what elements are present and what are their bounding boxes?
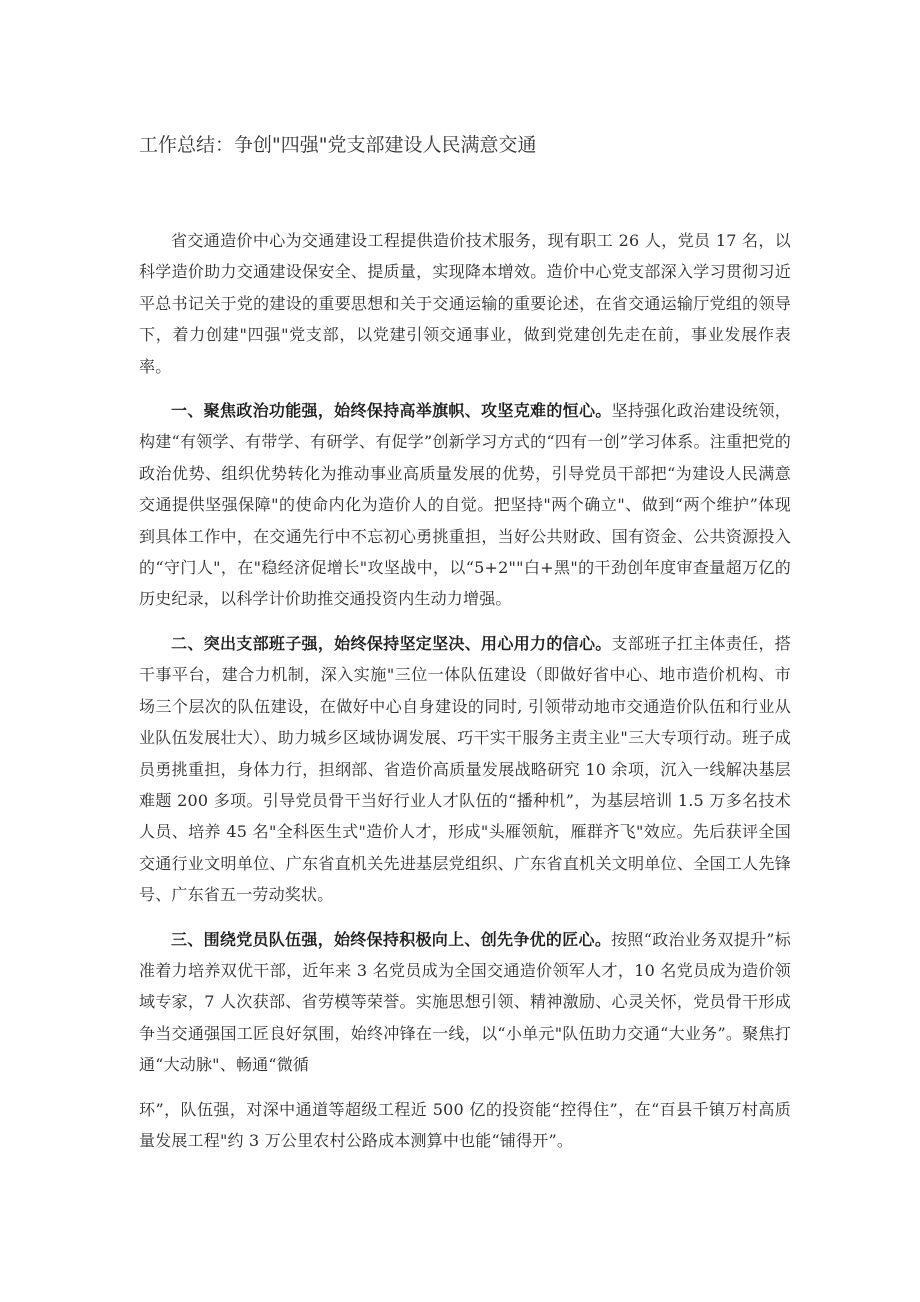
document-title: 工作总结：争创"四强"党支部建设人民满意交通 [139,134,537,156]
paragraph-text: 支部班子扛主体责任，搭干事平台，建合力机制，深入实施"三位一体队伍建设（即做好省中心、地市造价机构、市场三个层次的队伍建设，在做好中心自身建设的同时, 引领带动地市交通造价队伍和行业从业队伍发展壮大）、助力城乡区域协调发展、巧干实干服务主责主业"三大专项行动。班子成员勇挑重担，身体力行，担纲部、省造价高质量发展战略研究 10 余项，沉入一线解决基层难题 200 多项。引导党员骨干当好行业人才队伍的“播种机”，为基层培训 1.5 万多名技术人员、培养 45 名"全科医生式"造价人才，形成"头雁领航，雁群齐飞"效应。先后获评全国交通行业文明单位、广东省直机关先进基层党组织、广东省直机关文明单位、全国工人先锋号、广东省五一劳动奖状。 [139,633,791,905]
paragraph-section-1 [139,395,791,615]
paragraph-text: 坚持强化政治建设统领，构建“有领学、有带学、有研学、有促学”创新学习方式的“四有一创”学习体系。注重把党的政治优势、组织优势转化为推动事业高质量发展的优势，引导党员干部把“为建设人民满意交通提供坚强保障"的使命内化为造价人的自觉。把坚持"两个确立"、做到“两个维护”体现到具体工作中，在交通先行中不忘初心勇挑重担，当好公共财政、国有资金、公共资源投入的“守门人"，在"稳经济促增长"攻坚战中，以“5+2""白+黑"的干劲创年度审查量超万亿的历史纪录，以科学计价助推交通投资内生动力增强。 [139,401,791,609]
paragraph-text: 按照“政治业务双提升”标准着力培养双优干部，近年来 3 名党员成为全国交通造价领军人才，10 名党员成为造价领域专家，7 人次获部、省劳模等荣誉。实施思想引领、精神激励、心灵关怀，党员骨干形成争当交通强国工匠良好氛围，始终冲锋在一线，以“小单元"队伍助力交通“大业务”。聚焦打通“大动脉"、畅通“微循 [139,929,791,1075]
section-3-heading: 三、围绕党员队伍强，始终保持积极向上、创先争优的匠心。 [171,929,612,949]
paragraph-intro [139,225,791,382]
paragraph-section-2 [139,628,791,911]
paragraph-text: 环”，队伍强，对深中通道等超级工程近 500 亿的投资能“控得住”，在“百县千镇万村高质量发展工程"约 3 万公里农村公路成本测算中也能“铺得开”。 [139,1099,791,1150]
paragraph-text: 省交通造价中心为交通建设工程提供造价技术服务，现有职工 26 人，党员 17 名，以科学造价助力交通建设保安全、提质量，实现降本增效。造价中心党支部深入学习贯彻习近平总书记关于党的建设的重要思想和关于交通运输的重要论述，在省交通运输厅党组的领导下，着力创建"四强"党支部，以党建引领交通事业，做到党建创先走在前，事业发展作表率。 [139,231,791,376]
paragraph-continuation [139,1094,791,1157]
paragraph-section-3 [139,924,791,1081]
document-body [139,225,791,1169]
section-2-heading: 二、突出支部班子强，始终保持坚定坚决、用心用力的信心。 [171,633,612,653]
section-1-heading: 一、聚焦政治功能强，始终保持高举旗帜、攻坚克难的恒心。 [171,401,612,421]
